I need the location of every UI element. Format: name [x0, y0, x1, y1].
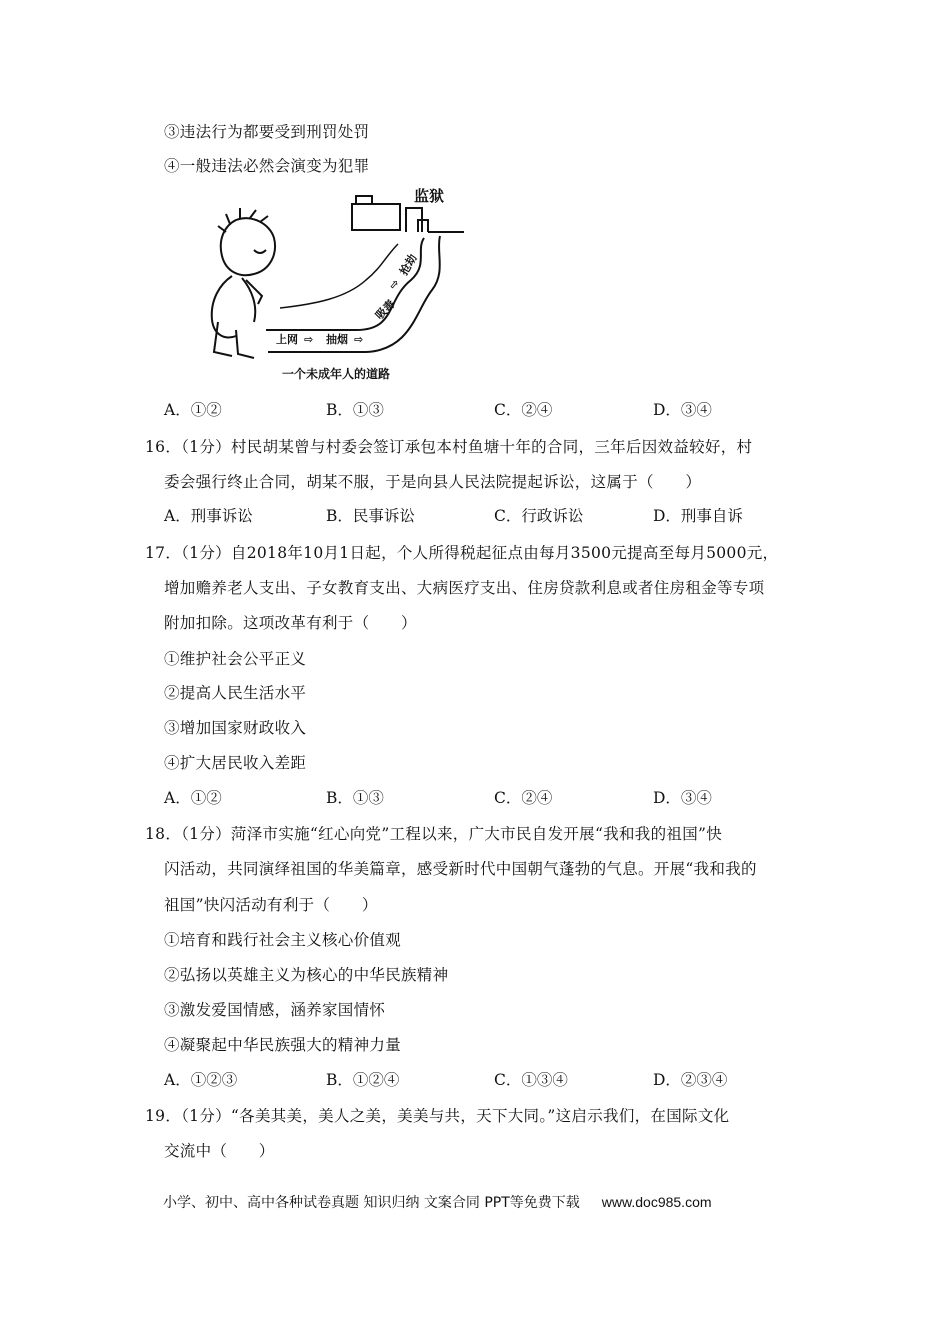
q17-text-line-1: 17．（1分）自2018年10月1日起，个人所得税起征点由每月3500元提高至每月5000元， [145, 544, 779, 562]
step-4-label: 抢劫 [397, 251, 420, 278]
q16-option-c[interactable]: C．行政诉讼 [494, 507, 584, 525]
q15-item-3: ③违法行为都要受到刑罚处罚 [164, 123, 370, 141]
q17-option-c[interactable]: C．②④ [494, 789, 553, 807]
q19-text-line-2: 交流中（ ） [164, 1142, 275, 1160]
q15-option-d[interactable]: D．③④ [653, 401, 712, 419]
step-1-label: 上网 [276, 333, 298, 346]
q18-item-4: ④凝聚起中华民族强大的精神力量 [164, 1036, 402, 1054]
q16-text-line-1: 16．（1分）村民胡某曾与村委会签订承包本村鱼塘十年的合同，三年后因效益较好，村 [145, 438, 753, 456]
step-3-label: 吸毒 [372, 297, 398, 323]
cartoon-caption: 一个未成年人的道路 [282, 367, 391, 381]
q18-option-b[interactable]: B．①②④ [326, 1071, 400, 1089]
q18-option-d[interactable]: D．②③④ [653, 1071, 728, 1089]
q18-text-line-3: 祖国”快闪活动有利于（ ） [164, 896, 378, 914]
q18-item-3: ③激发爱国情感，涵养家国情怀 [164, 1001, 386, 1019]
q17-text-line-2: 增加赡养老人支出、子女教育支出、大病医疗支出、住房贷款利息或者住房租金等专项 [164, 579, 765, 597]
q15-item-4: ④一般违法必然会演变为犯罪 [164, 157, 370, 175]
q17-item-1: ①维护社会公平正义 [164, 650, 307, 668]
q16-option-b[interactable]: B．民事诉讼 [326, 507, 415, 525]
arrow-right-icon: ⇨ [304, 333, 314, 346]
prison-building [352, 196, 464, 232]
q19-text-line-1: 19．（1分）“各美其美，美人之美，美美与共，天下大同。”这启示我们，在国际文化 [145, 1107, 730, 1125]
footer-site-link[interactable]: www.doc985.com [601, 1194, 712, 1210]
q16-option-d[interactable]: D．刑事自诉 [653, 507, 743, 525]
q18-item-2: ②弘扬以英雄主义为核心的中华民族精神 [164, 966, 449, 984]
q17-item-3: ③增加国家财政收入 [164, 719, 307, 737]
arrow-right-icon: ⇨ [354, 333, 364, 346]
step-2-label: 抽烟 [326, 333, 348, 346]
q18-text-line-1: 18．（1分）菏泽市实施“红心向党”工程以来，广大市民自发开展“我和我的祖国”快 [145, 825, 723, 843]
q15-option-a[interactable]: A．①② [164, 401, 222, 419]
q16-text-line-2: 委会强行终止合同，胡某不服，于是向县人民法院提起诉讼，这属于（ ） [164, 473, 702, 491]
q15-option-c[interactable]: C．②④ [494, 401, 553, 419]
q18-text-line-2: 闪活动，共同演绎祖国的华美篇章，感受新时代中国朝气蓬勃的气息。开展“我和我的 [164, 860, 757, 878]
road-edge [280, 244, 398, 308]
q18-item-1: ①培育和践行社会主义核心价值观 [164, 931, 402, 949]
q17-option-d[interactable]: D．③④ [653, 789, 712, 807]
q16-option-a[interactable]: A．刑事诉讼 [164, 507, 253, 525]
boy-figure [212, 208, 275, 358]
prison-label: 监狱 [414, 187, 445, 205]
q17-text-line-3: 附加扣除。这项改革有利于（ ） [164, 614, 417, 632]
q15-option-b[interactable]: B．①③ [326, 401, 384, 419]
q17-item-4: ④扩大居民收入差距 [164, 754, 307, 772]
arrow-up-icon: ⇨ [386, 276, 403, 292]
q18-option-a[interactable]: A．①②③ [164, 1071, 238, 1089]
q18-option-c[interactable]: C．①③④ [494, 1071, 568, 1089]
cartoon-illustration [196, 180, 468, 385]
page-footer [163, 1192, 712, 1212]
q17-item-2: ②提高人民生活水平 [164, 684, 307, 702]
footer-text: 小学、初中、高中各种试卷真题 知识归纳 文案合同 PPT等免费下载 [163, 1195, 580, 1211]
q17-option-a[interactable]: A．①② [164, 789, 222, 807]
q17-option-b[interactable]: B．①③ [326, 789, 384, 807]
